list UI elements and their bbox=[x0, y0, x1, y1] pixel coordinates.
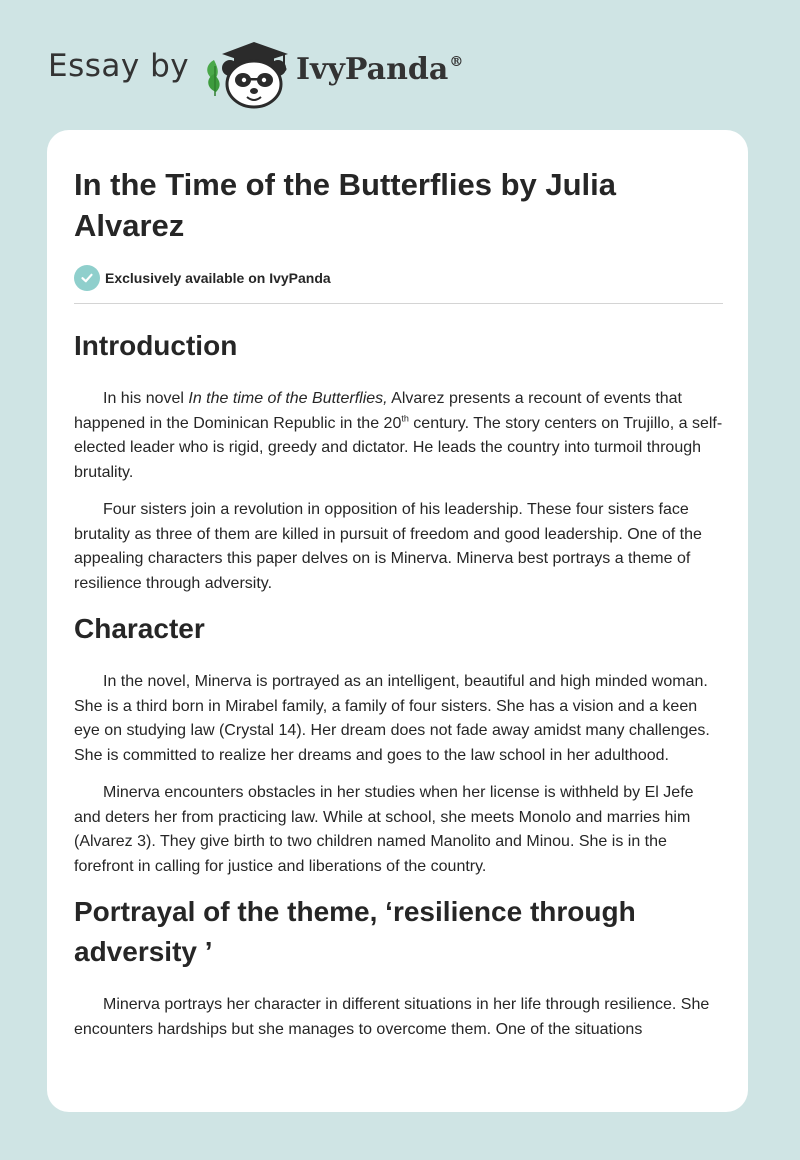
heading-introduction: Introduction bbox=[74, 330, 238, 361]
text-run: Alvarez presents a recount of events that happened in the Dominican Republic in the 20 bbox=[74, 390, 682, 432]
paragraph: Minerva encounters obstacles in her studies when her license is withheld by El Jefe and deters her from practicing law. While at school, she meets Monolo and marries him (Alvarez 3). They give birth to two children named Manolito and Minou. She is in the forefront in calling for justice and liberations of the country. bbox=[74, 784, 694, 875]
paragraph: In the novel, Minerva is portrayed as an intelligent, beautiful and high minded woman. She is a third born in Mirabel family, a family of four sisters. She has a vision and a keen eye on studying law (Crystal 14). Her dream does not fade away amidst many challenges. She is committed to realize her dreams and goes to the law school in her adulthood. bbox=[74, 673, 710, 764]
essay-card bbox=[47, 130, 748, 1112]
paragraph: Four sisters join a revolution in opposition of his leadership. These four sisters face brutality as three of them are killed in pursuit of freedom and good leadership. One of the appealing characters this paper delves on is Minerva. Minerva best portrays a theme of resilience through adversity. bbox=[74, 501, 702, 592]
essay-title: In the Time of the Butterflies by Julia Alvarez bbox=[74, 167, 617, 243]
essay-content bbox=[74, 164, 724, 1042]
heading-portrayal: Portrayal of the theme, ‘resilience through adversity ’ bbox=[74, 896, 636, 967]
checkmark-icon bbox=[74, 265, 100, 291]
text-run: In his novel bbox=[103, 390, 189, 407]
site-header bbox=[0, 0, 800, 130]
paragraph: Minerva portrays her character in different situations in her life through resilience. She encounters hardships but she manages to overcome them. One of the situations bbox=[74, 996, 710, 1038]
essay-by-label: Essay by bbox=[48, 48, 190, 84]
divider bbox=[74, 303, 723, 304]
exclusive-label: Exclusively available on IvyPanda bbox=[105, 270, 331, 286]
ordinal-superscript: th bbox=[401, 413, 409, 424]
brand-name: IvyPanda bbox=[296, 52, 449, 87]
registered-mark: ® bbox=[449, 54, 464, 70]
text-run: century. The story centers on Trujillo, a self-elected leader who is rigid, greedy and dictator. He leads the country into turmoil through brutality. bbox=[74, 414, 723, 481]
heading-character: Character bbox=[74, 613, 205, 644]
panda-logo-icon[interactable] bbox=[200, 34, 292, 110]
paragraph bbox=[74, 387, 724, 485]
novel-title-italic: In the time of the Butterflies, bbox=[188, 390, 388, 407]
brand-wordmark[interactable] bbox=[296, 52, 463, 87]
exclusive-badge bbox=[74, 265, 724, 291]
